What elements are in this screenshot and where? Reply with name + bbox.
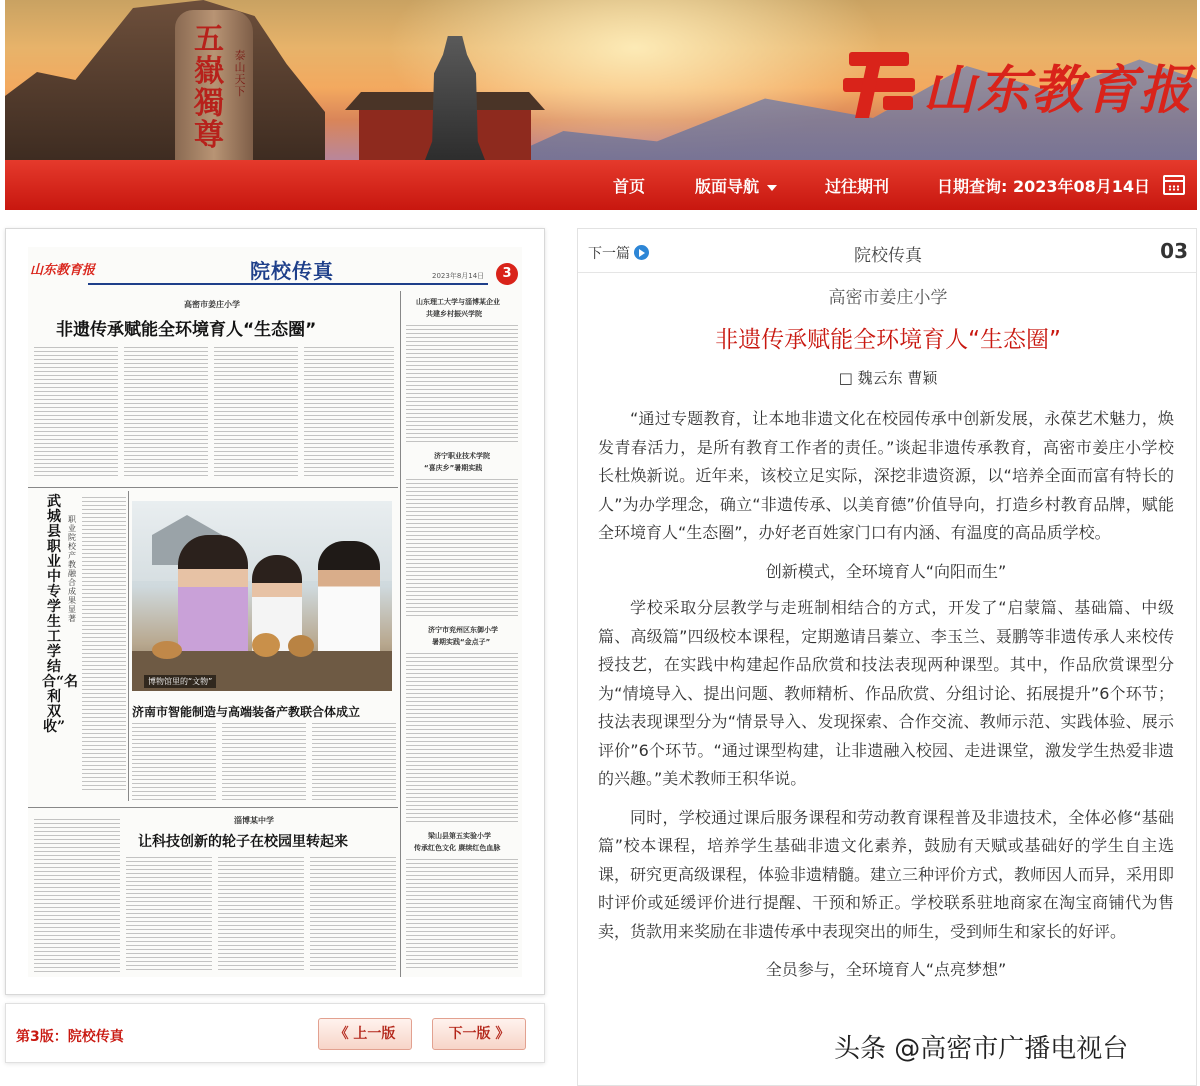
side-kicker[interactable]: 传承红色文化 赓续红色血脉 [414, 844, 501, 852]
page-number-badge: 3 [496, 263, 518, 285]
article-topbar [578, 229, 1197, 273]
page-date: 2023年8月14日 [432, 272, 485, 280]
story3-kicker: 淄博某中学 [234, 816, 274, 825]
article-paragraph: 学校采取分层教学与走班制相结合的方式，开发了“启蒙篇、基础篇、中级篇、高级篇”四级校本课程，定期邀请吕蓁立、李玉兰、聂鹏等非遗传承人来校传授技艺，在实践中构建起作品欣赏和技法表现两种课型。其中，作品欣赏课型分为“情境导入、提出问题、教师精析、作品欣赏、分组讨论、拓展提升”6个环节；技法表现课型分为“情景导入、发现探索、合作交流、教师示范、实践体验、展示评价”6个环节。“通过课型构建，让非遗融入校园、走进课堂，激发学生热爱非遗的兴趣。”美术教师王积华说。 [598, 598, 1174, 788]
students-photo[interactable] [132, 501, 392, 691]
text-column [124, 347, 208, 477]
story2-headline[interactable]: 济南市智能制造与高端装备产教联合体成立 [132, 705, 361, 719]
text-column [82, 497, 126, 793]
text-column [126, 857, 212, 973]
text-column [406, 859, 518, 971]
article-page-number: 03 [1160, 239, 1188, 263]
vertical-subhead: 职业院校产教融合成果显著 [68, 515, 76, 623]
text-column [222, 723, 306, 801]
text-column [406, 653, 518, 823]
date-query[interactable] [937, 174, 1150, 197]
next-article-label: 下一篇 [588, 246, 630, 262]
article-subheading: 创新模式，全环境育人“向阳而生” [765, 561, 1007, 581]
article-author: □ 魏云东 曹颖 [838, 369, 938, 387]
text-column [218, 857, 304, 973]
prev-page-button[interactable]: 《 上一版 [318, 1018, 412, 1050]
vertical-headline[interactable]: 武城县职业中专学生工学结合“名利双收” [42, 494, 79, 735]
newspaper-page-panel [5, 228, 545, 995]
text-column [312, 723, 396, 801]
nav-past-issues[interactable]: 过往期刊 [825, 177, 890, 196]
stele-side-inscription: 泰山天下 [234, 49, 246, 98]
header-rule [88, 283, 488, 285]
story1-headline[interactable]: 非遗传承赋能全环境育人“生态圈” [56, 320, 317, 340]
text-column [304, 347, 394, 477]
text-column [34, 819, 120, 973]
page-section-title: 院校传真 [250, 259, 334, 283]
masthead-banner [5, 0, 1197, 160]
text-column [132, 723, 216, 801]
divider [400, 291, 401, 977]
calendar-icon[interactable] [1163, 175, 1185, 195]
side-kicker[interactable]: “喜庆乡”暑期实践 [424, 464, 483, 472]
student-figure [318, 541, 380, 661]
newspaper-logo-text: 山东教育报 [923, 60, 1194, 121]
article-paragraph: 同时，学校通过课后服务课程和劳动教育课程普及非遗技术，全体必修“基础篇”校本课程，培养学生基础非遗文化素养，鼓励有天赋或基础好的学生自主选课，研究更高级课程，体验非遗精髓。建立三种评价方式，教师因人而异，采用即时评价或延缓评价进行提醒、干预和矫正。学校联系驻地商家在淘宝商铺代为售卖，货款用来奖励在非遗传承中表现突出的师生，受到师生和家长的好评。 [598, 807, 1175, 941]
newspaper-logo-icon [843, 52, 915, 118]
text-column [34, 347, 118, 477]
date-query-value: 2023年08月14日 [1012, 177, 1151, 196]
article-kicker: 高密市姜庄小学 [828, 288, 948, 308]
text-column [406, 479, 518, 619]
caret-down-icon [767, 185, 777, 191]
side-kicker: 梁山县第五实验小学 [428, 832, 491, 840]
side-kicker[interactable]: 暑期实践“金点子” [432, 638, 491, 646]
side-kicker: 济宁职业技术学院 [434, 452, 490, 460]
story3-headline[interactable]: 让科技创新的轮子在校园里转起来 [138, 834, 348, 850]
photo-caption: 博物馆里的“文物” [144, 675, 216, 688]
article-body [598, 405, 1174, 993]
nav-layout-label: 版面导航 [695, 177, 760, 196]
nav-layout-dropdown[interactable] [695, 174, 777, 197]
divider [128, 491, 129, 801]
side-kicker: 山东理工大学与淄博某企业 [416, 298, 500, 306]
article-panel [577, 228, 1197, 1086]
divider [28, 487, 398, 488]
main-nav-bar [5, 160, 1197, 210]
page-footer [5, 1003, 545, 1063]
source-watermark: 头条 @高密市广播电视台 [834, 1034, 1129, 1064]
date-query-label: 日期查询: [937, 177, 1008, 196]
page-logo: 山东教育报 [30, 263, 96, 278]
article-title: 非遗传承赋能全环境育人“生态圈” [715, 327, 1061, 353]
side-kicker[interactable]: 共建乡村振兴学院 [426, 310, 482, 318]
clay-pot [288, 635, 314, 657]
nav-home[interactable]: 首页 [613, 177, 646, 196]
article-section: 院校传真 [854, 246, 922, 266]
page-header [28, 251, 522, 287]
text-column [406, 325, 518, 445]
divider [28, 807, 398, 808]
article-subheading: 全员参与，全环境育人“点亮梦想” [765, 960, 1007, 979]
side-kicker: 济宁市兖州区东御小学 [428, 626, 498, 634]
text-column [310, 857, 396, 973]
text-column [214, 347, 298, 477]
stele-inscription: 五嶽獨尊 [194, 22, 224, 153]
student-figure [178, 535, 248, 665]
newspaper-page-image[interactable] [28, 247, 522, 977]
article-paragraph: “通过专题教育，让本地非遗文化在校园传承中创新发展，永葆艺术魅力，焕发青春活力，是所有教育工作者的责任。”谈起非遗传承教育，高密市姜庄小学校长杜焕新说。近年来，该校立足实际，深挖非遗资源，以“培养全面而富有特长的人”为办学理念，确立“非遗传承、以美育德”价值导向，打造乡村教育品牌，赋能全环境育人“生态圈”，办好老百姓家门口有内涵、有温度的高品质学校。 [598, 409, 1174, 542]
story1-kicker: 高密市姜庄小学 [184, 300, 240, 309]
current-page-label: 第3版：院校传真 [16, 1029, 124, 1045]
clay-pot [152, 641, 182, 659]
next-page-button[interactable]: 下一版 》 [432, 1018, 526, 1050]
rock-cliff [5, 0, 325, 160]
clay-pot [252, 633, 280, 657]
